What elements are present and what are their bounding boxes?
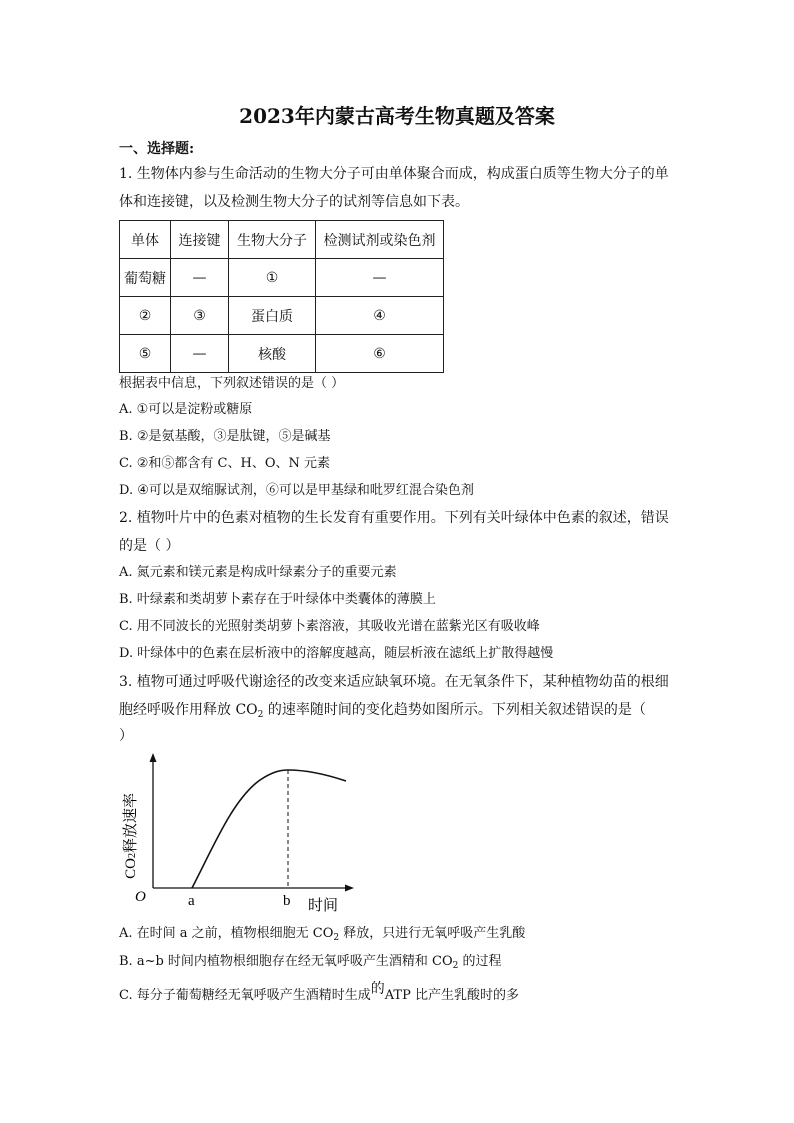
- q3-line2-pre: 胞经呼吸作用释放 CO: [119, 702, 258, 718]
- rate-curve: [192, 770, 346, 888]
- q1-line2: 体和连接键，以及检测生物大分子的试剂等信息如下表。: [119, 194, 469, 210]
- q3-option-a-sub: 2: [333, 933, 340, 943]
- q2-line2: 的是（ ）: [119, 538, 180, 554]
- page-title: 2023年内蒙古高考生物真题及答案: [239, 104, 555, 128]
- q3-option-b-pre: B. a~b 时间内植物根细胞存在经无氧呼吸产生酒精和 CO: [119, 954, 453, 969]
- q1-option-a: A. ①可以是淀粉或糖原: [119, 402, 253, 417]
- q3-option-c-pre: C. 每分子葡萄糖经无氧呼吸产生酒精时生成: [119, 988, 371, 1003]
- co2-rate-graph: [120, 745, 360, 915]
- q3-line1: 3. 植物可通过呼吸代谢途径的改变来适应缺氧环境。在无氧条件下，某种植物幼苗的根细: [119, 674, 669, 690]
- table-row: [120, 297, 444, 335]
- table-cell: —: [316, 259, 444, 297]
- table-cell: ②: [120, 297, 171, 335]
- origin-label: O: [135, 889, 146, 905]
- x-axis-label: 时间: [308, 896, 339, 914]
- y-axis-label-sub: 2: [127, 853, 139, 859]
- q3-option-c-de: 的: [370, 981, 385, 997]
- q3-line3: ）: [119, 728, 133, 744]
- q3-option-c-post: ATP 比产生乳酸时的多: [384, 988, 519, 1003]
- table-row: [120, 335, 444, 373]
- table-header-cell: 单体: [120, 221, 171, 259]
- q3-option-b-post: 的过程: [458, 954, 502, 969]
- q2-option-b: B. 叶绿素和类胡萝卜素存在于叶绿体中类囊体的薄膜上: [119, 592, 436, 607]
- y-axis-arrow: [150, 753, 157, 762]
- q1-line1: 1. 生物体内参与生命活动的生物大分子可由单体聚合而成，构成蛋白质等生物大分子的单: [119, 166, 669, 182]
- table-cell: ①: [229, 259, 316, 297]
- q1-option-b: B. ②是氨基酸，③是肽键，⑤是碱基: [119, 429, 331, 444]
- table-header-cell: 连接键: [171, 221, 229, 259]
- point-a-label: a: [188, 893, 195, 909]
- q3-option-a: [119, 924, 525, 944]
- q2-line1: 2. 植物叶片中的色素对植物的生长发育有重要作用。下列有关叶绿体中色素的叙述，错误: [119, 510, 669, 526]
- section-heading: 一、选择题:: [119, 141, 195, 157]
- point-b-label: b: [283, 893, 291, 909]
- q3-line2: [119, 700, 646, 720]
- q3-line2-sub: 2: [257, 710, 264, 720]
- q3-option-a-post: 释放，只进行无氧呼吸产生乳酸: [339, 926, 526, 941]
- x-axis-arrow: [345, 885, 354, 892]
- table-cell: ⑥: [316, 335, 444, 373]
- table-cell: 核酸: [229, 335, 316, 373]
- table-header-cell: 生物大分子: [229, 221, 316, 259]
- table-cell: —: [171, 259, 229, 297]
- q2-option-d: D. 叶绿体中的色素在层析液中的溶解度越高，随层析液在滤纸上扩散得越慢: [119, 646, 554, 661]
- q3-option-b-sub: 2: [452, 961, 459, 971]
- table-header-row: [120, 221, 444, 259]
- table-cell: 葡萄糖: [120, 259, 171, 297]
- q1-option-d: D. ④可以是双缩脲试剂，⑥可以是甲基绿和吡罗红混合染色剂: [119, 483, 474, 498]
- q1-stem: 根据表中信息，下列叙述错误的是（ ）: [119, 376, 345, 391]
- y-axis-label-pre: CO: [122, 858, 139, 879]
- q1-option-c: C. ②和⑤都含有 C、H、O、N 元素: [119, 456, 330, 471]
- q2-option-c: C. 用不同波长的光照射类胡萝卜素溶液，其吸收光谱在蓝紫光区有吸收峰: [119, 619, 540, 634]
- q3-option-a-pre: A. 在时间 a 之前，植物根细胞无 CO: [119, 926, 334, 941]
- table-cell: ⑤: [120, 335, 171, 373]
- table-header-cell: 检测试剂或染色剂: [316, 221, 444, 259]
- y-axis-label: [121, 793, 139, 879]
- table-row: [120, 259, 444, 297]
- y-axis-label-post: 释放速率: [122, 793, 139, 854]
- table-cell: ④: [316, 297, 444, 335]
- q3-option-c: [119, 981, 519, 1006]
- info-table: [119, 220, 444, 373]
- q3-line2-post: 的速率随时间的变化趋势如图所示。下列相关叙述错误的是（: [263, 702, 646, 718]
- q3-option-b: [119, 952, 502, 972]
- table-cell: 蛋白质: [229, 297, 316, 335]
- table-cell: ③: [171, 297, 229, 335]
- table-cell: —: [171, 335, 229, 373]
- q2-option-a: A. 氮元素和镁元素是构成叶绿素分子的重要元素: [119, 565, 397, 580]
